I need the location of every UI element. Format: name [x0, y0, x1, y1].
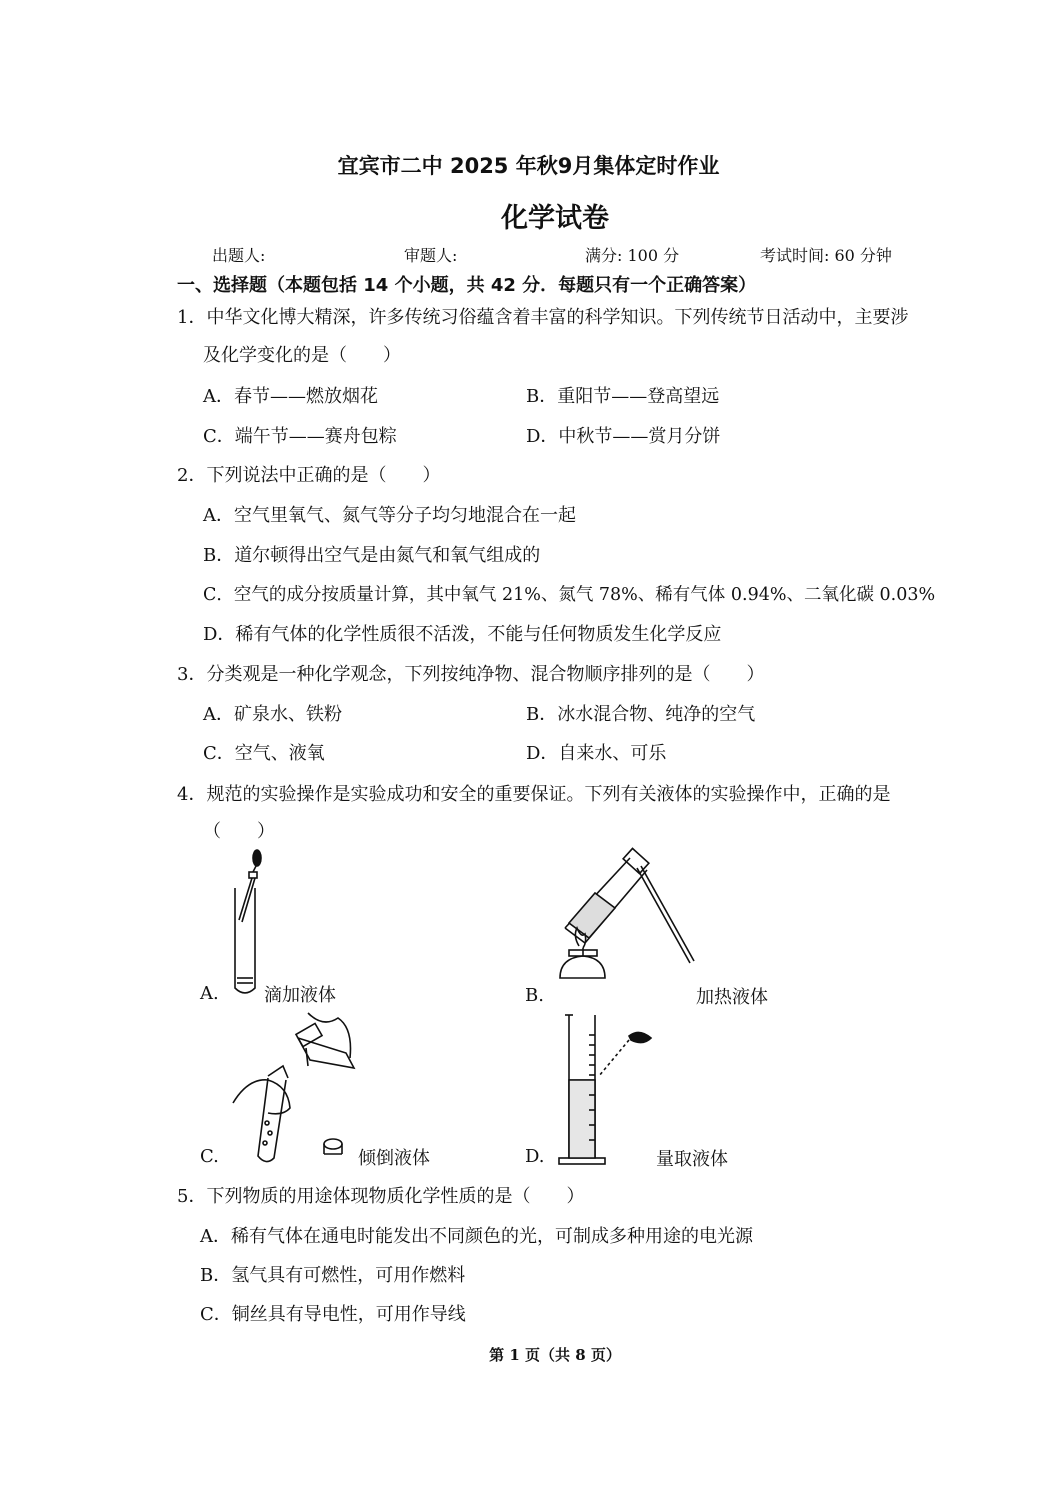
figure-a-dropper-icon	[225, 850, 265, 1000]
question-2-option-d[interactable]: D．稀有气体的化学性质很不活泼，不能与任何物质发生化学反应	[203, 624, 722, 645]
figure-d-letter[interactable]: D.	[525, 1146, 545, 1167]
question-2-stem: 2．下列说法中正确的是（ ）	[177, 465, 441, 486]
figure-c-letter[interactable]: C.	[200, 1146, 219, 1167]
exam-subject-title: 化学试卷	[501, 203, 609, 234]
question-3-option-d[interactable]: D．自来水、可乐	[526, 743, 667, 764]
question-1-stem-cont: 及化学变化的是（ ）	[203, 345, 401, 366]
question-1-stem: 1．中华文化博大精深，许多传统习俗蕴含着丰富的科学知识。下列传统节日活动中，主要涉	[177, 307, 909, 328]
page-number: 第 1 页（共 8 页）	[489, 1346, 621, 1364]
figure-a-label: 滴加液体	[264, 985, 336, 1006]
question-1-option-a[interactable]: A．春节——燃放烟花	[203, 386, 378, 407]
question-1-option-b[interactable]: B．重阳节——登高望远	[526, 386, 720, 407]
full-score: 满分: 100 分	[585, 246, 680, 265]
question-1-option-c[interactable]: C．端午节——赛舟包粽	[203, 426, 397, 447]
question-3-option-c[interactable]: C．空气、液氧	[203, 743, 325, 764]
question-5-option-b[interactable]: B．氢气具有可燃性，可用作燃料	[200, 1265, 466, 1286]
question-2-option-b[interactable]: B．道尔顿得出空气是由氮气和氧气组成的	[203, 545, 541, 566]
reviewer-label: 审题人:	[404, 246, 458, 265]
question-2-option-a[interactable]: A．空气里氧气、氮气等分子均匀地混合在一起	[203, 505, 576, 526]
figure-b-heating-apparatus-icon	[555, 848, 705, 998]
figure-b-letter[interactable]: B.	[525, 985, 544, 1006]
question-3-option-b[interactable]: B．冰水混合物、纯净的空气	[526, 704, 756, 725]
question-5-option-c[interactable]: C．铜丝具有导电性，可用作导线	[200, 1304, 466, 1325]
question-4-stem: 4．规范的实验操作是实验成功和安全的重要保证。下列有关液体的实验操作中，正确的是	[177, 784, 891, 805]
question-3-stem: 3．分类观是一种化学观念，下列按纯净物、混合物顺序排列的是（ ）	[177, 664, 765, 685]
section-title: 一、选择题（本题包括 14 个小题，共 42 分．每题只有一个正确答案）	[177, 275, 757, 296]
figure-c-label: 倾倒液体	[358, 1148, 430, 1169]
question-4-stem-cont: （ ）	[203, 821, 275, 842]
figure-d-measuring-cylinder-icon	[555, 1010, 665, 1170]
exam-time: 考试时间: 60 分钟	[760, 246, 892, 265]
question-1-option-d[interactable]: D．中秋节——赏月分饼	[526, 426, 721, 447]
exam-header-title: 宜宾市二中 2025 年秋9月集体定时作业	[337, 154, 720, 178]
setter-label: 出题人:	[212, 246, 266, 265]
figure-d-label: 量取液体	[656, 1149, 728, 1170]
question-2-option-c[interactable]: C．空气的成分按质量计算，其中氧气 21%、氮气 78%、稀有气体 0.94%、二氧化碳 0.03%	[203, 585, 936, 605]
question-5-option-a[interactable]: A．稀有气体在通电时能发出不同颜色的光，可制成多种用途的电光源	[200, 1226, 753, 1247]
question-5-stem: 5．下列物质的用途体现物质化学性质的是（ ）	[177, 1186, 585, 1207]
figure-c-pouring-icon	[228, 1008, 368, 1166]
figure-b-label: 加热液体	[696, 987, 768, 1008]
figure-a-letter[interactable]: A.	[200, 983, 219, 1004]
question-3-option-a[interactable]: A．矿泉水、铁粉	[203, 704, 342, 725]
